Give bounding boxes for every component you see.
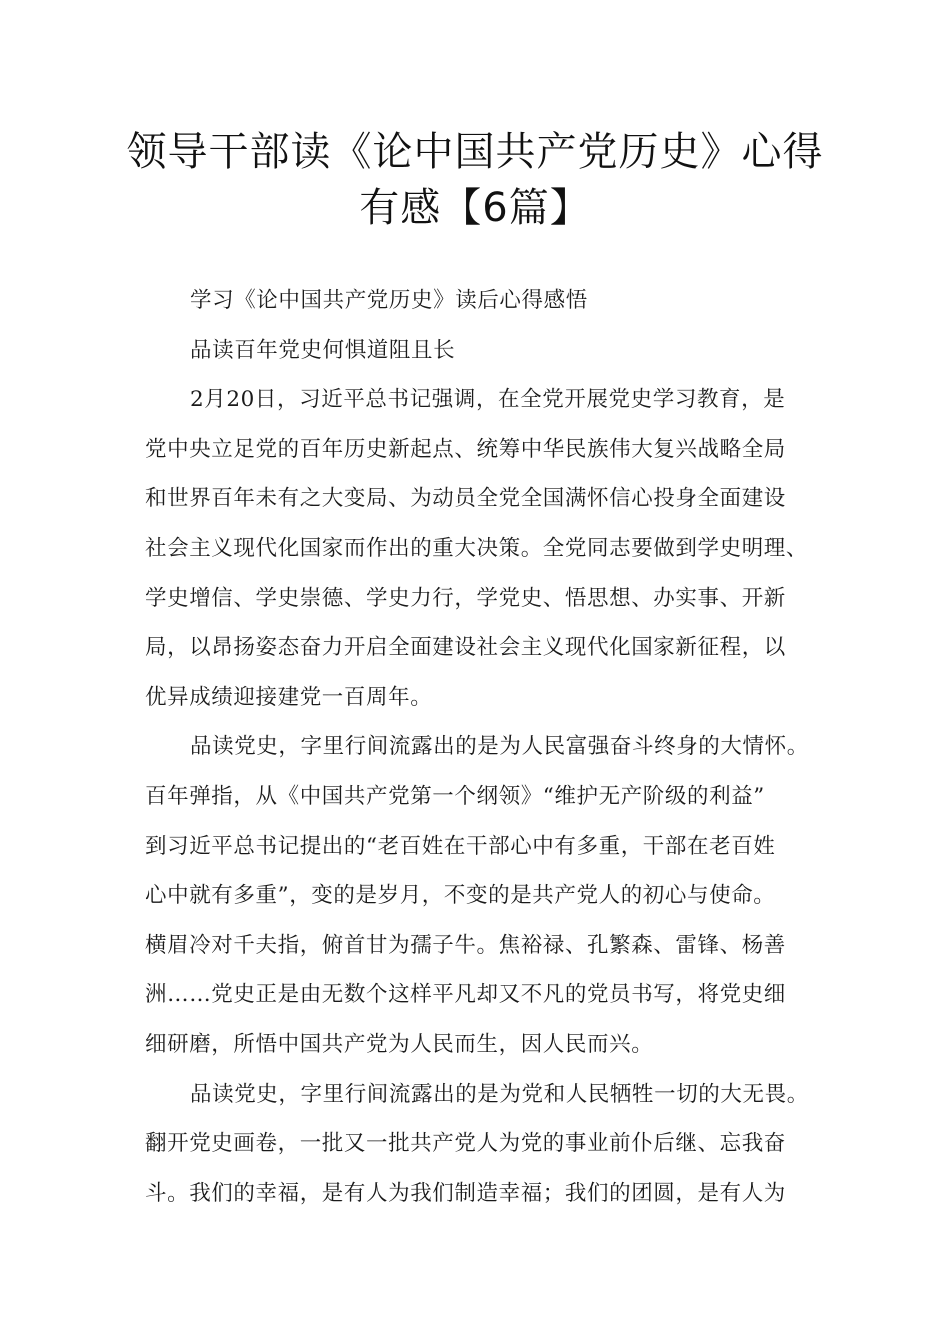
paragraph-line: 翻开党史画卷，一批又一批共产党人为党的事业前仆后继、忘我奋 — [145, 1131, 786, 1157]
paragraph-line: 品读党史，字里行间流露出的是为党和人民牺牲一切的大无畏。 — [190, 1081, 809, 1107]
paragraph-line: 局，以昂扬姿态奋力开启全面建设社会主义现代化国家新征程，以 — [145, 635, 786, 661]
paragraph-line: 细研磨，所悟中国共产党为人民而生，因人民而兴。 — [145, 1031, 654, 1057]
title-line-2: 有感【6篇】 — [359, 185, 591, 231]
paragraph-3 — [145, 1070, 835, 1219]
heading-paragraph — [145, 326, 835, 376]
paragraph-line: 到习近平总书记提出的“老百姓在干部心中有多重，干部在老百姓 — [145, 833, 776, 859]
paragraph-line: 2月20日，习近平总书记强调，在全党开展党史学习教育，是 — [190, 387, 786, 413]
paragraph-line: 学史增信、学史崇德、学史力行，学党史、悟思想、办实事、开新 — [145, 585, 786, 611]
document-body — [145, 276, 835, 1218]
section-heading: 品读百年党史何惧道阻且长 — [190, 337, 456, 363]
document-title — [0, 124, 950, 236]
paragraph-line: 品读党史，字里行间流露出的是为人民富强奋斗终身的大情怀。 — [190, 734, 809, 760]
subtitle: 学习《论中国共产党历史》读后心得感悟 — [190, 288, 588, 313]
title-line-1: 领导干部读《论中国共产党历史》心得 — [126, 129, 824, 175]
paragraph-line: 和世界百年未有之大变局、为动员全党全国满怀信心投身全面建设 — [145, 486, 786, 512]
paragraph-line: 横眉冷对千夫指，俯首甘为孺子牛。焦裕禄、孔繁森、雷锋、杨善 — [145, 932, 786, 958]
paragraph-line: 斗。我们的幸福，是有人为我们制造幸福；我们的团圆，是有人为 — [145, 1180, 786, 1206]
paragraph-line: 洲……党史正是由无数个这样平凡却又不凡的党员书写，将党史细 — [145, 982, 786, 1008]
paragraph-line: 党中央立足党的百年历史新起点、统筹中华民族伟大复兴战略全局 — [145, 436, 786, 462]
paragraph-line: 优异成绩迎接建党一百周年。 — [145, 684, 433, 710]
paragraph-line: 心中就有多重”，变的是岁月，不变的是共产党人的初心与使命。 — [145, 883, 776, 909]
subtitle-paragraph — [145, 276, 835, 326]
paragraph-2 — [145, 722, 835, 1069]
paragraph-line: 百年弹指，从《中国共产党第一个纲领》“维护无产阶级的利益” — [145, 783, 765, 809]
paragraph-1 — [145, 375, 835, 722]
paragraph-line: 社会主义现代化国家而作出的重大决策。全党同志要做到学史明理、 — [145, 535, 809, 561]
